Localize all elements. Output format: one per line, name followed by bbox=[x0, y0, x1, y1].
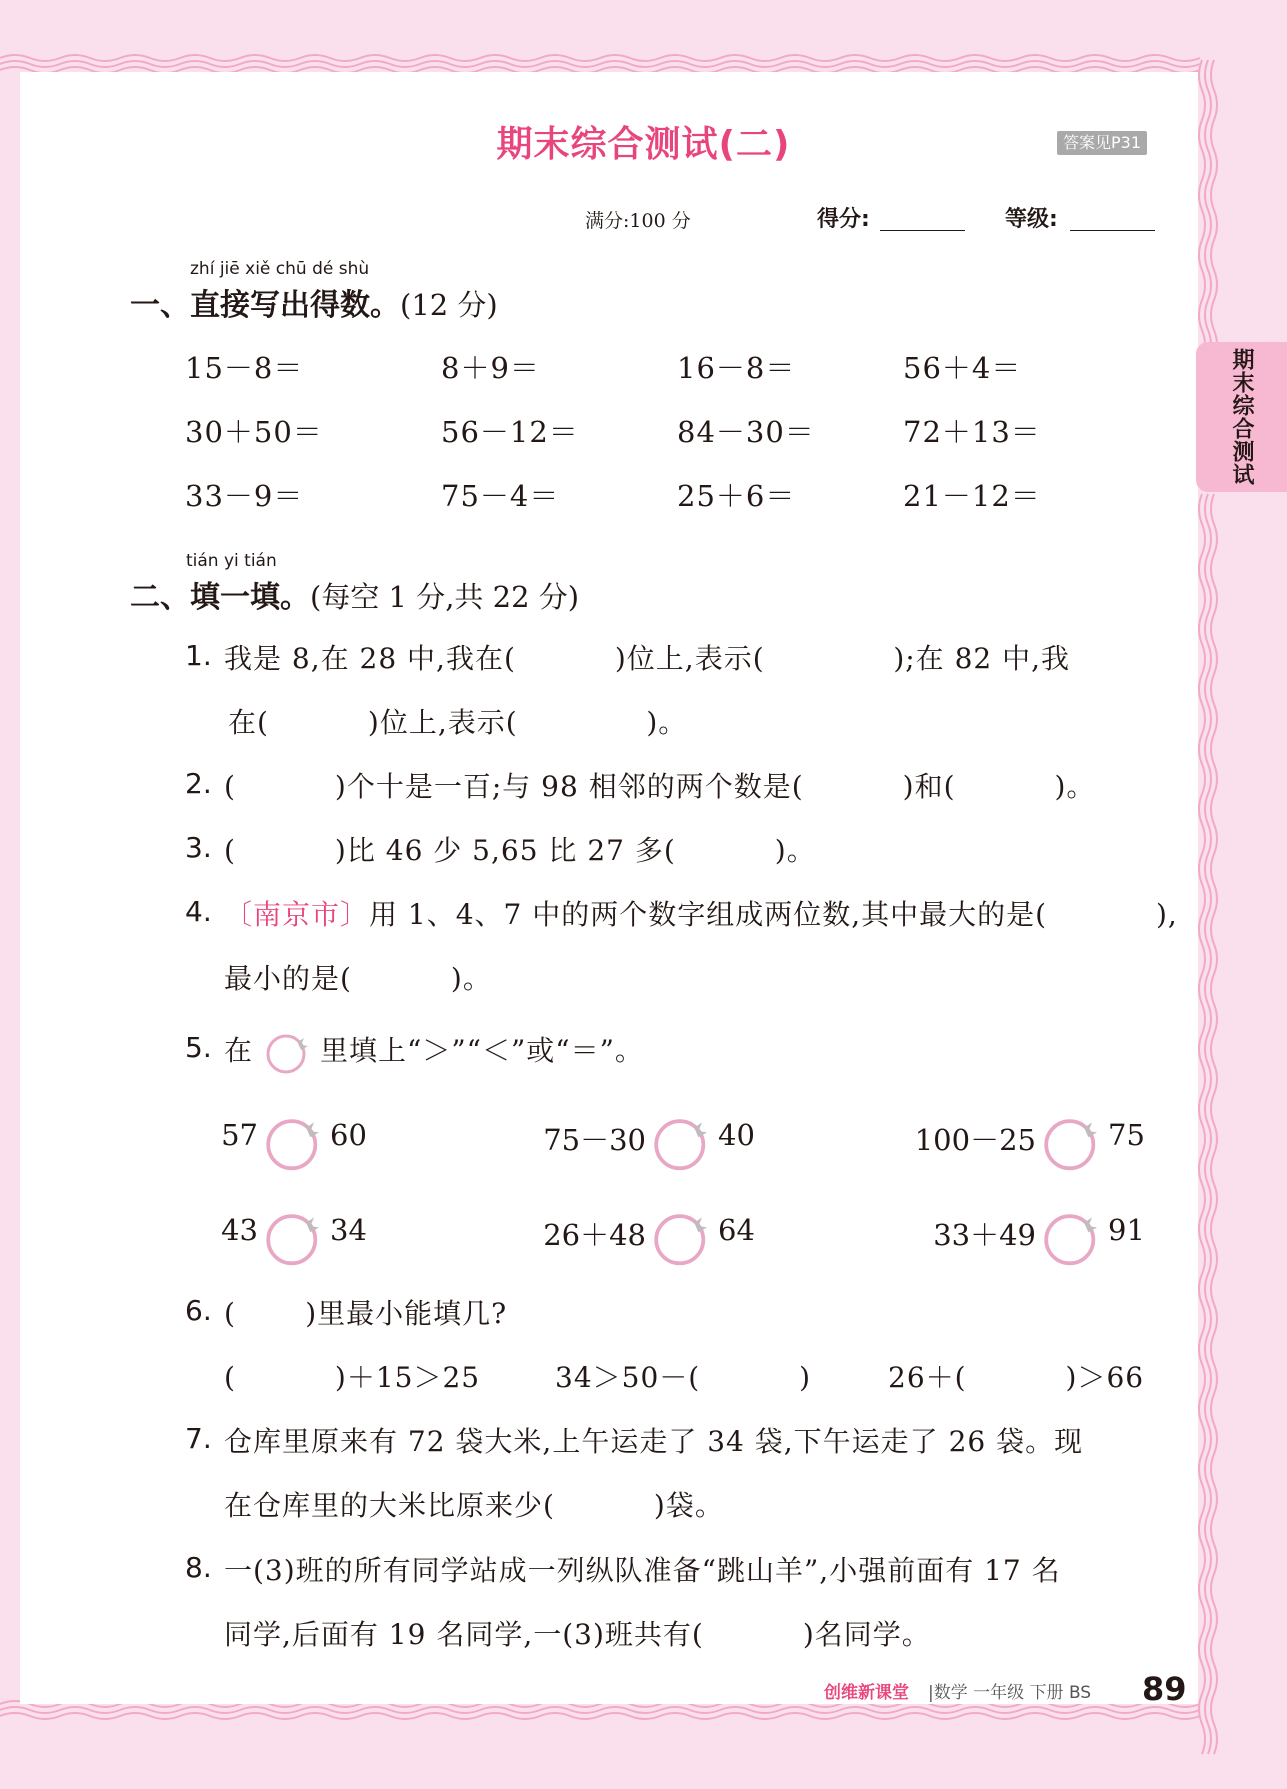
calc-item[interactable]: 8＋9＝ bbox=[441, 351, 540, 385]
footer bbox=[820, 1670, 1190, 1710]
q4-city-tag: 〔南京市〕 bbox=[224, 898, 370, 931]
grade-blank[interactable] bbox=[1070, 230, 1155, 231]
calc-item[interactable]: 33－9＝ bbox=[185, 479, 304, 513]
q6-ineq-c[interactable]: 26＋( )＞66 bbox=[888, 1361, 1145, 1394]
q4-text: 用 1、4、7 中的两个数字组成两位数,其中最大的是( ), bbox=[369, 898, 1178, 931]
q2-line1[interactable]: ( )个十是一百;与 98 相邻的两个数是( )和( )。 bbox=[224, 770, 1096, 803]
section2-title: 二、填一填。 bbox=[130, 580, 310, 615]
compare-right: 75 bbox=[1108, 1118, 1145, 1152]
calc-item[interactable]: 30＋50＝ bbox=[185, 415, 323, 449]
compare-left: 100－25 bbox=[914, 1123, 1036, 1157]
section2-points: (每空 1 分,共 22 分) bbox=[310, 580, 580, 614]
side-tab[interactable] bbox=[1196, 342, 1287, 492]
q4-number: 4. bbox=[185, 895, 212, 928]
q5-instruction: 里填上“＞”“＜”或“＝”。 bbox=[320, 1034, 644, 1067]
compare-right: 64 bbox=[718, 1213, 755, 1247]
section2-heading bbox=[130, 572, 579, 616]
footer-course: |数学 一年级 下册 BS bbox=[928, 1683, 1092, 1703]
q7-line1: 仓库里原来有 72 袋大米,上午运走了 34 袋,下午运走了 26 袋。现 bbox=[224, 1425, 1084, 1458]
compare-right: 91 bbox=[1108, 1213, 1145, 1247]
section1-points: (12 分) bbox=[400, 288, 498, 322]
section1-pinyin: zhí jiē xiě chū dé shù bbox=[190, 259, 370, 279]
q5-pre: 在 bbox=[224, 1034, 254, 1067]
q8-line1: 一(3)班的所有同学站成一列纵队准备“跳山羊”,小强前面有 17 名 bbox=[224, 1554, 1061, 1587]
grade-label: 等级: bbox=[1005, 207, 1058, 232]
compare-right: 34 bbox=[330, 1213, 367, 1247]
q4-line2[interactable]: 最小的是( )。 bbox=[224, 962, 492, 995]
compare-left: 75－30 bbox=[543, 1123, 646, 1157]
full-score: 满分:100 分 bbox=[585, 210, 691, 232]
q5-number: 5. bbox=[185, 1031, 212, 1064]
side-tab-label: 期末综合测试 bbox=[1229, 348, 1254, 486]
footer-brand: 创维新课堂 bbox=[824, 1683, 909, 1703]
compare-circle-icon[interactable] bbox=[262, 1205, 324, 1267]
compare-right: 40 bbox=[718, 1118, 755, 1152]
q1-line1[interactable]: 我是 8,在 28 中,我在( )位上,表示( );在 82 中,我 bbox=[224, 642, 1071, 675]
q7-line2[interactable]: 在仓库里的大米比原来少( )袋。 bbox=[224, 1489, 724, 1522]
calc-item[interactable]: 56＋4＝ bbox=[903, 351, 1022, 385]
compare-circle-icon[interactable] bbox=[650, 1110, 712, 1172]
score-blank[interactable] bbox=[880, 230, 965, 231]
calc-item[interactable]: 21－12＝ bbox=[903, 479, 1041, 513]
score-row bbox=[585, 200, 1170, 236]
q4-line1[interactable] bbox=[224, 893, 1178, 933]
q8-line2[interactable]: 同学,后面有 19 名同学,一(3)班共有( )名同学。 bbox=[224, 1618, 931, 1651]
q3-number: 3. bbox=[185, 831, 212, 864]
q6-ineq-b[interactable]: 34＞50－( ) bbox=[555, 1361, 812, 1394]
q1-line2[interactable]: 在( )位上,表示( )。 bbox=[228, 706, 688, 739]
calc-item[interactable]: 16－8＝ bbox=[677, 351, 796, 385]
compare-left: 33＋49 bbox=[933, 1218, 1036, 1252]
compare-circle-icon[interactable] bbox=[650, 1205, 712, 1267]
q1-number: 1. bbox=[185, 639, 212, 672]
q6-number: 6. bbox=[185, 1294, 212, 1327]
q2-number: 2. bbox=[185, 767, 212, 800]
q3-line1[interactable]: ( )比 46 少 5,65 比 27 多( )。 bbox=[224, 834, 816, 867]
page-number: 89 bbox=[1142, 1670, 1187, 1708]
compare-circle-icon[interactable] bbox=[1040, 1110, 1102, 1172]
q7-number: 7. bbox=[185, 1422, 212, 1455]
score-label: 得分: bbox=[817, 207, 870, 232]
calc-item[interactable]: 84－30＝ bbox=[677, 415, 815, 449]
compare-circle-icon[interactable] bbox=[262, 1110, 324, 1172]
section1-title: 一、直接写出得数。 bbox=[130, 288, 400, 323]
q6-ineq-a[interactable]: ( )＋15＞25 bbox=[224, 1361, 481, 1394]
calc-item[interactable]: 25＋6＝ bbox=[677, 479, 796, 513]
compare-left: 26＋48 bbox=[543, 1218, 646, 1252]
calc-item[interactable]: 15－8＝ bbox=[185, 351, 304, 385]
compare-right: 60 bbox=[330, 1118, 367, 1152]
q6-line1[interactable]: ( )里最小能填几? bbox=[224, 1297, 508, 1330]
section2-pinyin: tián yi tián bbox=[186, 551, 277, 571]
section1-heading bbox=[130, 280, 498, 324]
compare-circle-icon[interactable] bbox=[1040, 1205, 1102, 1267]
calc-item[interactable]: 56－12＝ bbox=[441, 415, 579, 449]
circle-icon bbox=[262, 1026, 312, 1076]
compare-left: 43 bbox=[221, 1213, 258, 1247]
calc-item[interactable]: 72＋13＝ bbox=[903, 415, 1041, 449]
answer-reference-badge: 答案见P31 bbox=[1057, 131, 1147, 155]
compare-left: 57 bbox=[221, 1118, 258, 1152]
calc-item[interactable]: 75－4＝ bbox=[441, 479, 560, 513]
page-title: 期末综合测试(二) bbox=[496, 124, 791, 165]
q8-number: 8. bbox=[185, 1551, 212, 1584]
